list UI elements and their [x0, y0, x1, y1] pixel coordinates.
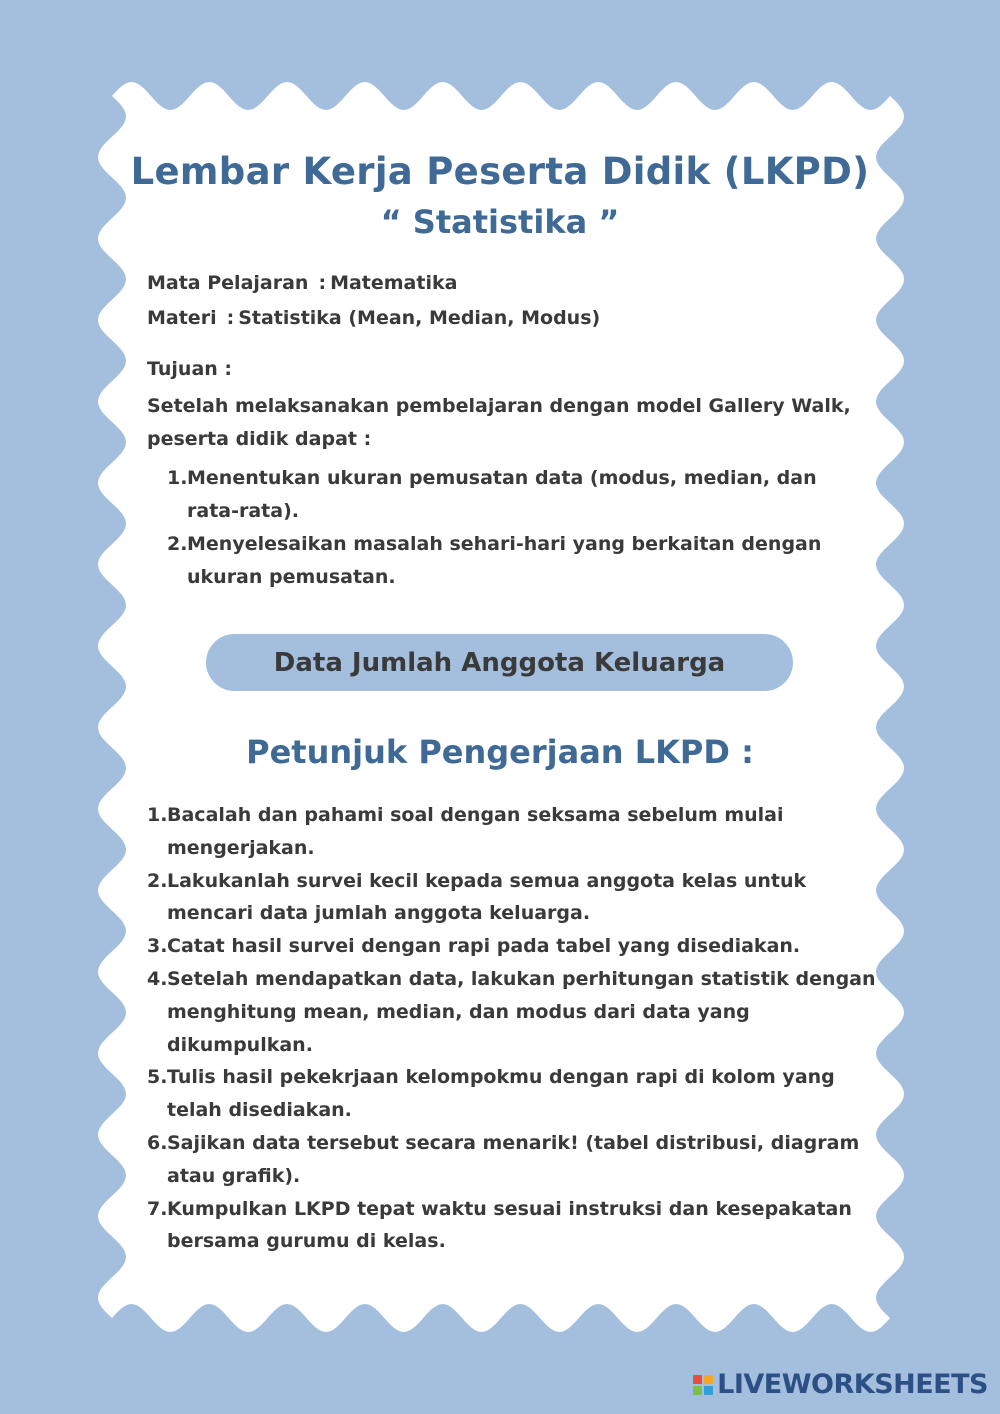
material-row: [147, 307, 600, 329]
instruction-number: 7.: [147, 1197, 168, 1220]
instruction-number: 4.: [147, 967, 168, 990]
instruction-number: 1.: [147, 804, 168, 826]
liveworksheets-logo-text: LIVEWORKSHEETS: [717, 1369, 988, 1400]
instruction-text: Kumpulkan LKPD tepat waktu sesuai instruksi dan kesepakatan bersama gurumu di kelas.: [167, 1197, 852, 1253]
instruction-number: 2.: [147, 869, 168, 892]
material-separator: :: [226, 307, 235, 329]
instruction-text: Catat hasil survei dengan rapi pada tabel yang disediakan.: [167, 935, 801, 958]
subject-value: Matematika: [330, 272, 458, 294]
instruction-text: Setelah mendapatkan data, lakukan perhitungan statistik dengan menghitung mean, median, dan modus dari data yang dikumpulkan.: [167, 967, 876, 1056]
instructions-title: Petunjuk Pengerjaan LKPD :: [246, 733, 754, 771]
data-section-heading: Data Jumlah Anggota Keluarga: [206, 634, 793, 691]
objectives-intro: Setelah melaksanakan pembelajaran dengan model Gallery Walk, peserta didik dapat :: [147, 395, 851, 450]
instruction-item: [147, 930, 877, 963]
objective-item: [167, 462, 867, 528]
objectives-list: [167, 462, 867, 594]
instruction-text: Bacalah dan pahami soal dengan seksama sebelum mulai mengerjakan.: [167, 804, 784, 859]
instruction-item: [147, 963, 877, 1061]
subject-label: Mata Pelajaran: [147, 272, 309, 294]
material-label: Materi: [147, 307, 217, 329]
material-value: Statistika (Mean, Median, Modus): [238, 307, 601, 329]
instruction-item: [147, 1193, 877, 1259]
objectives-label: Tujuan :: [147, 358, 232, 380]
objective-item: [167, 528, 867, 594]
subject-separator: :: [318, 272, 327, 294]
instruction-number: 6.: [147, 1131, 168, 1154]
instruction-number: 3.: [147, 935, 168, 958]
instruction-number: 5.: [147, 1066, 168, 1089]
instruction-text: Tulis hasil pekekrjaan kelompokmu dengan rapi di kolom yang telah disediakan.: [167, 1066, 835, 1122]
liveworksheets-logo[interactable]: [693, 1369, 988, 1400]
objective-number: 2.: [167, 533, 188, 555]
page-subtitle: “ Statistika ”: [380, 203, 620, 241]
instructions-list: [147, 799, 877, 1258]
page-title: Lembar Kerja Peserta Didik (LKPD): [130, 150, 870, 193]
objective-number: 1.: [167, 467, 188, 489]
liveworksheets-blocks-icon: [693, 1375, 713, 1395]
instruction-item: [147, 1127, 877, 1193]
objective-text: Menentukan ukuran pemusatan data (modus, median, dan rata-rata).: [187, 467, 817, 522]
instruction-item: [147, 1061, 877, 1127]
instruction-item: [147, 865, 877, 931]
instruction-text: Lakukanlah survei kecil kepada semua anggota kelas untuk mencari data jumlah anggota keluarga.: [167, 869, 807, 925]
objective-text: Menyelesaikan masalah sehari-hari yang berkaitan dengan ukuran pemusatan.: [187, 533, 822, 588]
instruction-text: Sajikan data tersebut secara menarik! (tabel distribusi, diagram atau grafik).: [167, 1131, 860, 1187]
instruction-item: [147, 799, 877, 865]
subject-row: [147, 272, 457, 294]
